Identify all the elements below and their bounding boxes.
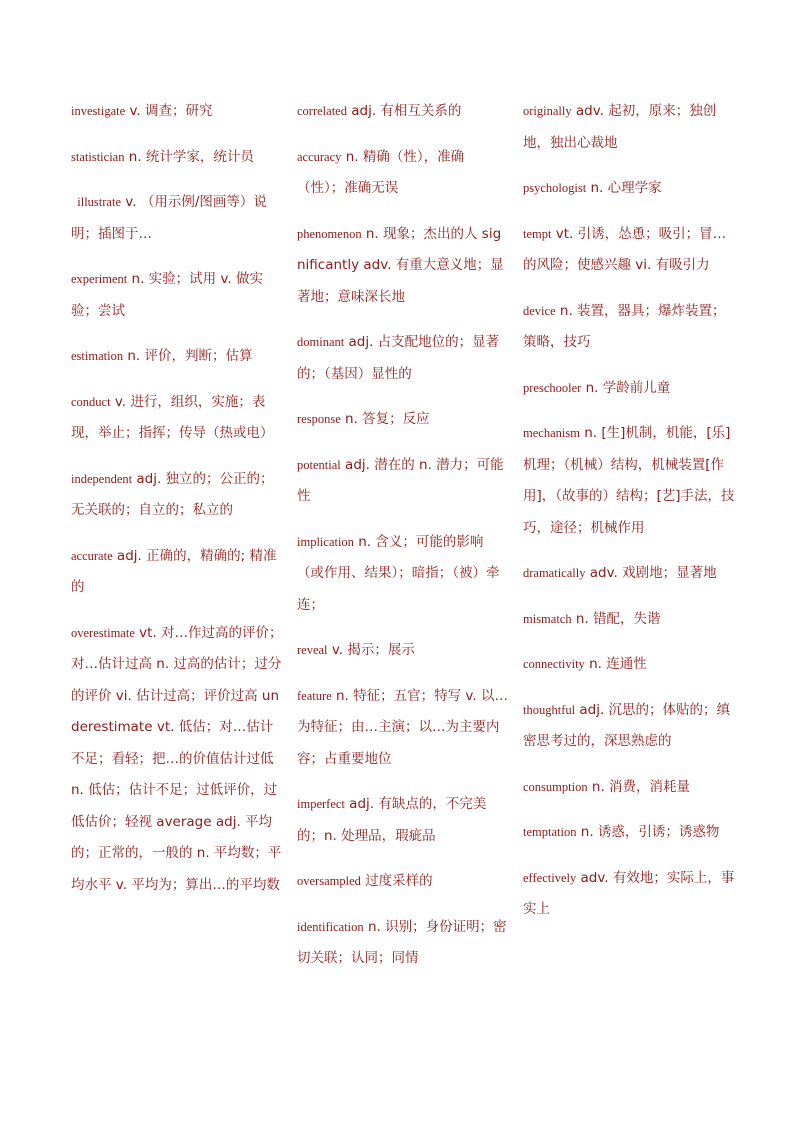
vocab-entry bbox=[523, 604, 735, 636]
entry-definition: n. 连通性 bbox=[584, 656, 647, 672]
vocab-entry bbox=[523, 173, 735, 205]
entry-word: overestimate bbox=[71, 625, 135, 640]
entry-word: investigate bbox=[71, 104, 126, 118]
entry-definition: vt. 引诱，怂恿；吸引；冒…的风险；使感兴趣 vi. 有吸引力 bbox=[523, 225, 727, 273]
vocab-entry bbox=[71, 464, 283, 527]
vocab-entry bbox=[297, 219, 509, 314]
entry-definition: n. 特征；五官；特写 v. 以…为特征；由…主演；以…为主要内容；占重要地位 bbox=[297, 687, 508, 767]
entry-definition: vt. 对…作过高的评价；对…估计过高 n. 过高的估计；过分的评价 vi. 估计过高；评价过高 underestimate vt. 低估；对…估计不足；看轻；把…的价值估计过低 n. 低估；估计不足；过低评价，过低估价；轻视 average adj. 平均的；正常的，一般的 n. 平均数；平均水平 v. 平均为；算出…的平均数 bbox=[71, 624, 283, 893]
entry-definition: adj. 潜在的 n. 潜力；可能性 bbox=[297, 456, 504, 504]
entry-definition: n. 消费，消耗量 bbox=[587, 778, 691, 795]
entry-word: mismatch bbox=[523, 611, 572, 626]
entry-word: phenomenon bbox=[297, 226, 362, 241]
vocab-entry bbox=[297, 142, 509, 205]
entry-definition: v. 进行，组织，实施；表现，举止；指挥；传导（热或电） bbox=[71, 393, 274, 441]
vocab-entry bbox=[297, 912, 509, 975]
entry-definition: n. 诱惑，引诱；诱惑物 bbox=[576, 824, 720, 840]
entry-word: device bbox=[523, 303, 556, 318]
entry-definition: v. 揭示；展示 bbox=[327, 642, 415, 658]
vocab-entry bbox=[297, 527, 509, 622]
entry-word: response bbox=[297, 412, 341, 426]
vocab-column-3 bbox=[523, 96, 735, 940]
entry-definition: adj. 独立的；公正的；无关联的；自立的；私立的 bbox=[71, 470, 274, 518]
entry-definition: v. 调查；研究 bbox=[125, 103, 213, 119]
vocab-entry bbox=[297, 404, 509, 436]
entry-word: illustrate bbox=[71, 195, 121, 209]
vocab-column-1 bbox=[71, 96, 283, 915]
vocab-entry bbox=[297, 327, 509, 390]
entry-definition: n. 学龄前儿童 bbox=[581, 379, 671, 396]
vocab-entry bbox=[297, 789, 509, 852]
entry-definition: n. 答复；反应 bbox=[340, 411, 430, 427]
entry-word: independent bbox=[71, 471, 133, 486]
vocab-entry bbox=[297, 635, 509, 667]
entry-definition: v. （用示例/图画等）说明；插图于… bbox=[71, 194, 267, 242]
vocab-entry bbox=[297, 681, 509, 776]
entry-definition: n. 现象；杰出的人 significantly adv. 有重大意义地；显著地；意味深长地 bbox=[297, 225, 504, 305]
entry-word: preschooler bbox=[523, 380, 582, 395]
vocab-entry bbox=[523, 418, 735, 544]
vocab-entry bbox=[523, 695, 735, 758]
entry-definition: adj. 有缺点的，不完美的；n. 处理品，瑕疵品 bbox=[297, 796, 487, 844]
entry-definition: n. 错配，失谐 bbox=[571, 610, 661, 627]
entry-word: accurate bbox=[71, 548, 113, 563]
entry-word: connectivity bbox=[523, 657, 585, 671]
entry-word: estimation bbox=[71, 349, 124, 363]
entry-definition: adj. 占支配地位的；显著的；（基因）显性的 bbox=[297, 334, 500, 382]
entry-word: originally bbox=[523, 104, 572, 118]
entry-word: dramatically bbox=[523, 566, 586, 580]
entry-definition: n. 实验；试用 v. 做实验；尝试 bbox=[71, 271, 263, 319]
entry-definition: adj. 有相互关系的 bbox=[346, 103, 462, 119]
vocab-entry bbox=[297, 96, 509, 128]
vocab-entry bbox=[71, 264, 283, 327]
entry-definition: n. 装置，器具；爆炸装置；策略，技巧 bbox=[523, 302, 726, 350]
vocab-column-2 bbox=[297, 96, 509, 989]
entry-word: consumption bbox=[523, 779, 588, 794]
entry-word: feature bbox=[297, 688, 332, 703]
entry-word: oversampled bbox=[297, 874, 361, 888]
entry-word: imperfect bbox=[297, 797, 345, 811]
entry-word: temptation bbox=[523, 825, 577, 839]
vocab-entry bbox=[523, 649, 735, 681]
entry-word: dominant bbox=[297, 335, 345, 349]
entry-word: experiment bbox=[71, 272, 128, 286]
vocab-entry bbox=[523, 219, 735, 282]
vocab-entry bbox=[523, 863, 735, 926]
entry-word: correlated bbox=[297, 104, 347, 118]
entry-definition: n. 精确（性），准确（性）；准确无误 bbox=[297, 148, 465, 196]
entry-word: identification bbox=[297, 919, 364, 934]
vocab-entry bbox=[523, 772, 735, 804]
entry-word: statistician bbox=[71, 149, 125, 164]
entry-word: mechanism bbox=[523, 426, 580, 440]
entry-definition: adv. 起初，原来；独创地，独出心裁地 bbox=[523, 103, 717, 151]
vocab-entry bbox=[523, 96, 735, 159]
entry-word: reveal bbox=[297, 643, 328, 657]
vocab-entry bbox=[71, 541, 283, 604]
entry-word: tempt bbox=[523, 226, 552, 241]
vocab-entry bbox=[523, 373, 735, 405]
entry-word: conduct bbox=[71, 394, 111, 409]
entry-definition: adj. 沉思的；体贴的；缜密思考过的，深思熟虑的 bbox=[523, 701, 731, 749]
entry-word: accuracy bbox=[297, 149, 342, 164]
entry-definition: n. 评价，判断；估算 bbox=[123, 348, 253, 364]
entry-word: implication bbox=[297, 534, 354, 549]
entry-definition: n. 统计学家，统计员 bbox=[124, 148, 254, 165]
entry-definition: n. 含义；可能的影响（或作用、结果）；暗指；（被）牵连； bbox=[297, 533, 500, 613]
vocab-entry bbox=[71, 142, 283, 174]
entry-definition: adj. 正确的，精确的; 精准的 bbox=[71, 547, 277, 595]
vocab-entry bbox=[71, 387, 283, 450]
entry-definition: adv. 戏剧地；显著地 bbox=[585, 565, 717, 581]
vocab-entry bbox=[71, 618, 283, 902]
vocab-entry bbox=[71, 187, 283, 250]
vocab-entry bbox=[297, 450, 509, 513]
entry-definition: n. 心理学家 bbox=[586, 180, 662, 196]
vocab-entry bbox=[523, 296, 735, 359]
entry-word: thoughtful bbox=[523, 702, 576, 717]
vocab-entry bbox=[71, 96, 283, 128]
entry-word: effectively bbox=[523, 870, 577, 885]
entry-definition: n. 识别；身份证明；密切关联；认同；同情 bbox=[297, 918, 507, 966]
vocab-entry bbox=[297, 866, 509, 898]
entry-definition: 过度采样的 bbox=[360, 873, 433, 889]
vocab-entry bbox=[523, 817, 735, 849]
entry-definition: adv. 有效地；实际上，事实上 bbox=[523, 869, 735, 917]
vocab-entry bbox=[71, 341, 283, 373]
vocab-entry bbox=[523, 558, 735, 590]
entry-definition: n. [生]机制，机能，[乐]机理；（机械）结构，机械装置[作用]，（故事的）结构；[艺]手法，技巧，途径；机械作用 bbox=[523, 425, 735, 536]
entry-word: psychologist bbox=[523, 181, 587, 195]
entry-word: potential bbox=[297, 457, 341, 472]
